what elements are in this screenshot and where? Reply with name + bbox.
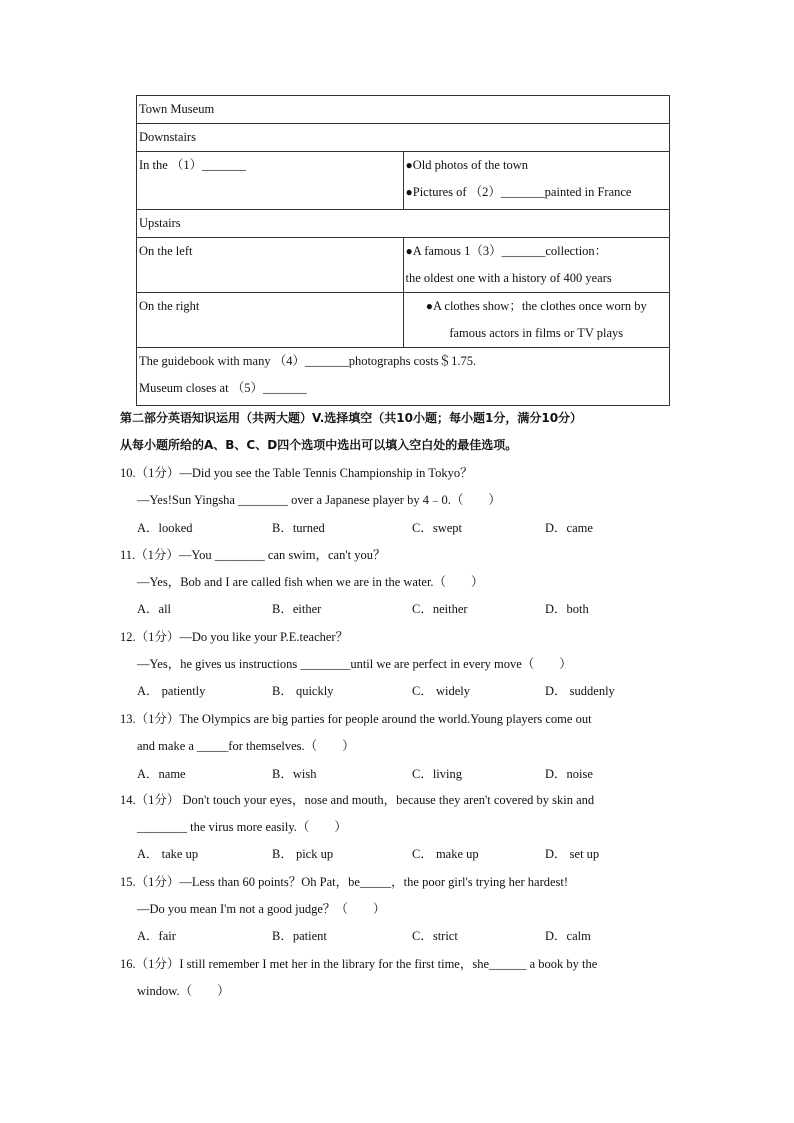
question-stem: 10.（1分）—Did you see the Table Tennis Championship in Tokyo？ <box>120 466 473 480</box>
option-c: C．swept <box>412 521 463 535</box>
option-d: D．came <box>545 521 593 535</box>
bullet-icon: ● <box>405 244 413 258</box>
in-the-blank-1: In the （1）_______ <box>139 158 246 172</box>
option-b: B． quickly <box>272 684 334 698</box>
downstairs-label: Downstairs <box>139 130 196 144</box>
bullet-icon: ● <box>425 299 433 313</box>
famous-actors-text: famous actors in films or TV plays <box>449 326 624 340</box>
question-stem: 12.（1分）—Do you like your P.E.teacher？ <box>120 630 349 644</box>
question-response: —Yes，he gives us instructions ________until we are perfect in every move（ ） <box>137 657 572 671</box>
on-right-cell <box>137 293 404 348</box>
option-a: A．looked <box>137 521 193 535</box>
oldest-text: the oldest one with a history of 400 years <box>405 271 612 285</box>
on-left-cell <box>137 238 404 293</box>
option-a: A． patiently <box>137 684 206 698</box>
question-stem: 15.（1分）—Less than 60 points？Oh Pat，be_____，the poor girl's trying her hardest! <box>120 875 569 889</box>
question-response: —Yes!Sun Yingsha ________ over a Japanese player by 4﹣0.（ ） <box>137 493 501 507</box>
option-d: D． set up <box>545 847 600 861</box>
option-a: A．name <box>137 767 186 781</box>
option-b: B．wish <box>272 767 317 781</box>
on-left-label: On the left <box>139 244 193 258</box>
guidebook-cell <box>137 348 670 406</box>
downstairs-cell <box>137 124 670 152</box>
bullet-icon: ● <box>405 185 413 199</box>
section-instructions: 从每小题所给的A、B、C、D四个选项中选出可以填入空白处的最佳选项。 <box>120 438 518 452</box>
question-stem: 14.（1分） Don't touch your eyes，nose and mouth，because they aren't covered by skin and <box>120 793 595 807</box>
option-a: A．all <box>137 602 172 616</box>
pictures-blank-2: Pictures of （2）_______painted in France <box>412 185 632 199</box>
museum-info-table <box>136 95 670 406</box>
upstairs-cell <box>137 210 670 238</box>
option-a: A．fair <box>137 929 176 943</box>
option-c: C．neither <box>412 602 468 616</box>
option-b: B．either <box>272 602 322 616</box>
clothes-show-item: A clothes show；the clothes once worn by <box>432 299 647 313</box>
on-right-label: On the right <box>139 299 200 313</box>
table-title: Town Museum <box>139 102 215 116</box>
upstairs-right-items-cell <box>403 293 670 348</box>
famous-collection-blank-3: A famous 1（3）_______collection： <box>412 244 608 258</box>
question-stem: 16.（1分）I still remember I met her in the library for the first time，she______ a book by the <box>120 957 598 971</box>
option-c: C．strict <box>412 929 458 943</box>
question-response: —Yes，Bob and I are called fish when we are in the water.（ ） <box>137 575 484 589</box>
option-c: C． make up <box>412 847 479 861</box>
downstairs-items-cell <box>403 152 670 210</box>
in-the-cell <box>137 152 404 210</box>
option-b: B．patient <box>272 929 327 943</box>
upstairs-label: Upstairs <box>139 216 181 230</box>
option-c: C． widely <box>412 684 470 698</box>
option-d: D． suddenly <box>545 684 615 698</box>
section-heading: 第二部分英语知识运用（共两大题）V.选择填空（共10小题；每小题1分，满分10分） <box>120 411 583 425</box>
upstairs-left-items-cell <box>403 238 670 293</box>
question-continuation: ________ the virus more easily.（ ） <box>137 820 347 834</box>
option-b: B． pick up <box>272 847 334 861</box>
closes-blank-5: Museum closes at （5）_______ <box>139 381 307 395</box>
option-d: D．calm <box>545 929 591 943</box>
bullet-icon: ● <box>405 158 413 172</box>
option-d: D．noise <box>545 767 593 781</box>
question-continuation: window.（ ） <box>137 984 230 998</box>
guidebook-blank-4: The guidebook with many （4）_______photographs costs＄1.75. <box>139 354 477 368</box>
option-d: D．both <box>545 602 589 616</box>
question-stem: 13.（1分）The Olympics are big parties for people around the world.Young players come out <box>120 712 592 726</box>
question-stem: 11.（1分）—You ________ can swim，can't you？ <box>120 548 386 562</box>
question-continuation: and make a _____for themselves.（ ） <box>137 739 355 753</box>
option-c: C．living <box>412 767 463 781</box>
option-a: A． take up <box>137 847 199 861</box>
old-photos-item: Old photos of the town <box>412 158 529 172</box>
question-response: —Do you mean I'm not a good judge？（ ） <box>137 902 386 916</box>
table-title-cell <box>137 96 670 124</box>
option-b: B．turned <box>272 521 325 535</box>
